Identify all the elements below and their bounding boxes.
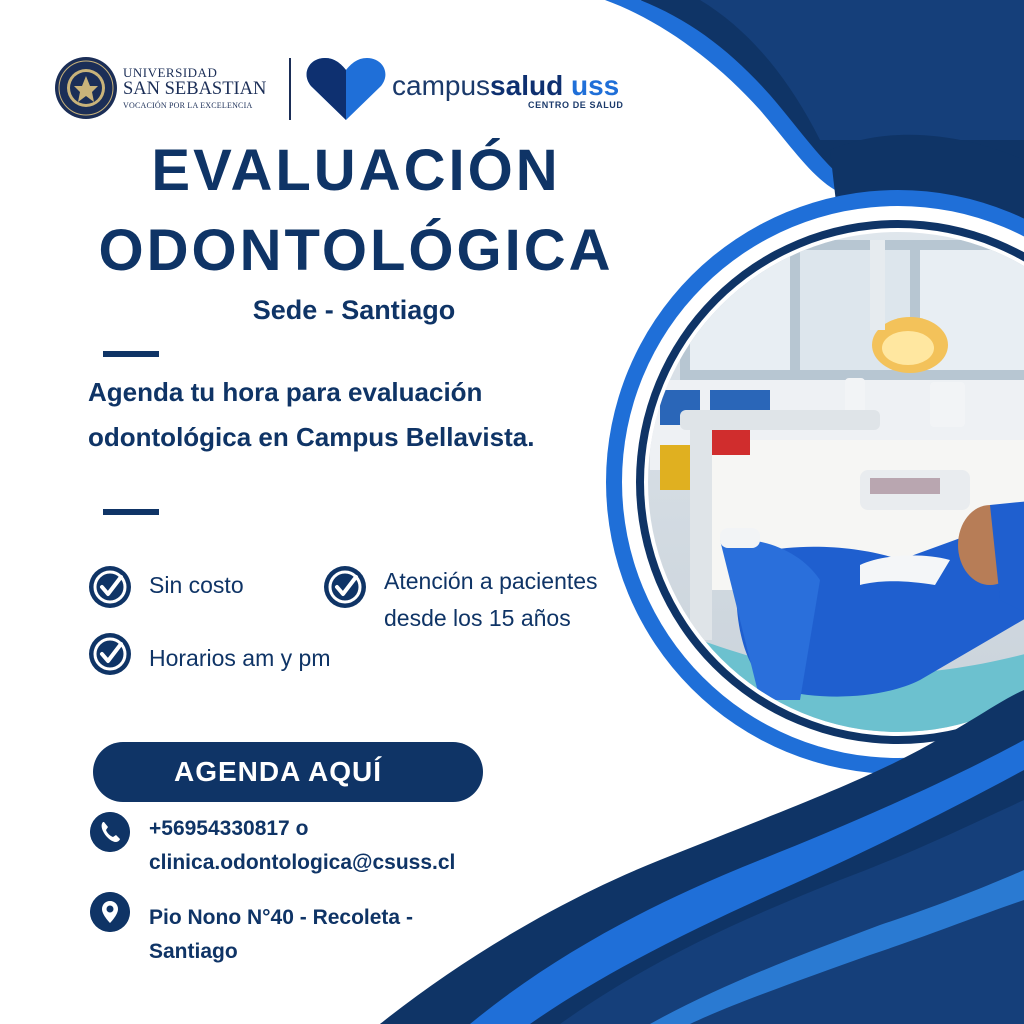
university-motto: VOCACIÓN POR LA EXCELENCIA: [123, 100, 253, 110]
campus-salud-logo-text: [392, 72, 619, 100]
university-seal-logo: [54, 56, 118, 120]
phone-icon: [90, 812, 130, 852]
location-pin-icon: [90, 892, 130, 932]
campus-name-bold: salud: [490, 70, 564, 101]
check-circle-icon: [88, 632, 132, 676]
campus-subtitle: CENTRO DE SALUD: [528, 100, 624, 110]
title-line2: ODONTOLÓGICA: [98, 218, 614, 283]
feature-horarios: Horarios am y pm: [149, 645, 331, 671]
campus-name-light: campus: [392, 70, 491, 101]
agenda-aqui-button[interactable]: AGENDA AQUÍ: [93, 742, 483, 802]
intro-text: Agenda tu hora para evaluación odontológica en Campus Bellavista.: [88, 377, 535, 452]
check-circle-icon: [323, 565, 367, 609]
sede-subtitle: Sede - Santiago: [252, 295, 456, 325]
check-circle-icon: [88, 565, 132, 609]
divider-top: [103, 351, 159, 357]
feature-sin-costo: Sin costo: [149, 572, 244, 598]
heart-icon: [305, 56, 387, 122]
feature-atencion: Atención a pacientes desde los 15 años: [384, 568, 598, 631]
university-line1: UNIVERSIDAD: [123, 65, 218, 80]
address-line1: Pio Nono N°40 - Recoleta -: [149, 906, 413, 929]
logo-divider: [289, 58, 291, 120]
title-line1: EVALUACIÓN: [151, 138, 561, 203]
campus-name-uss: uss: [570, 70, 620, 101]
university-name: [123, 66, 266, 110]
divider-bottom: [103, 509, 159, 515]
address-line2: Santiago: [149, 940, 238, 963]
university-line2: SAN SEBASTIAN: [123, 79, 267, 99]
contact-phone[interactable]: +56954330817 o: [149, 817, 309, 840]
contact-email[interactable]: clinica.odontologica@csuss.cl: [149, 851, 456, 874]
